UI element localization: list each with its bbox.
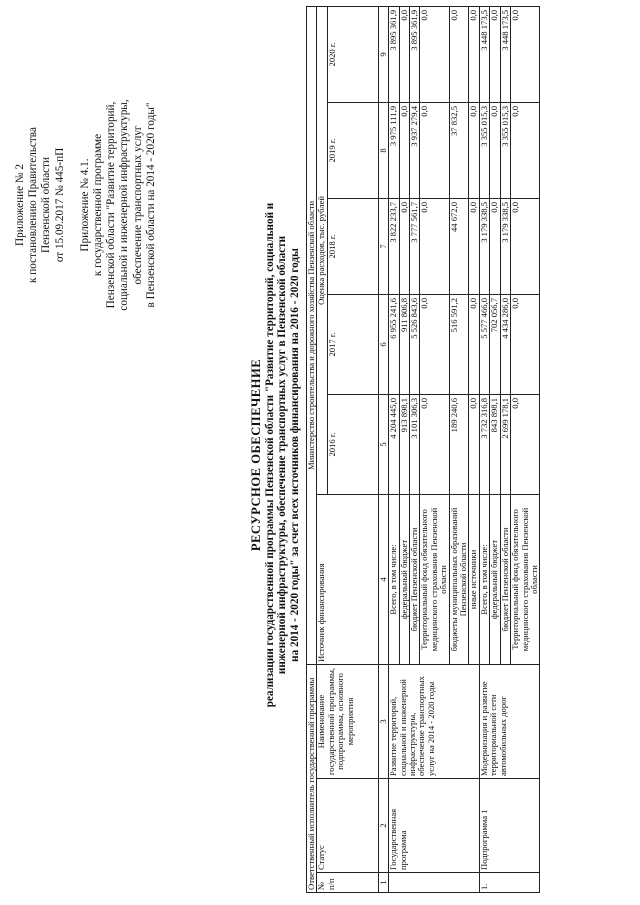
row-value: 0,0	[511, 6, 540, 102]
row-value: 5 526 843,6	[410, 294, 420, 394]
row-value: 3 822 233,7	[389, 198, 399, 294]
row-value: 0,0	[490, 102, 500, 198]
column-index-cell: 5	[378, 394, 388, 494]
row-value: 3 975 111,9	[389, 102, 399, 198]
column-index-row	[378, 6, 388, 892]
header-year: 2017 г.	[327, 294, 378, 394]
document-header	[14, 25, 170, 385]
row-value: 44 672,0	[449, 198, 469, 294]
appendix-line: к постановлению Правительства	[27, 127, 40, 283]
appendix-line: Приложение № 2	[14, 164, 26, 246]
appendix-program-line: обеспечение транспортных услуг	[131, 125, 144, 285]
row-value: 0,0	[469, 294, 479, 394]
header-year: 2020 г.	[327, 6, 378, 102]
row-value: 5 577 466,0	[479, 294, 489, 394]
row-value: 0,0	[420, 294, 449, 394]
appendix-program-line: социальной и инженерной инфраструктуры,	[118, 99, 131, 311]
row-value: 3 777 561,7	[410, 198, 420, 294]
row-value: 37 832,5	[449, 102, 469, 198]
row-value: 0,0	[511, 102, 540, 198]
column-index-cell: 1	[378, 873, 388, 893]
row-number: 1.	[479, 873, 539, 893]
title-line: инженерной инфраструктуры, обеспечение транспортных услуг в Пензенской области	[276, 235, 289, 675]
row-value: 516 591,2	[449, 294, 469, 394]
row-value: 843 898,1	[490, 394, 500, 494]
row-value: 189 240,6	[449, 394, 469, 494]
column-index-cell: 4	[378, 494, 388, 664]
row-value: 3 732 316,8	[479, 394, 489, 494]
row-value: 6 955 241,6	[389, 294, 399, 394]
header-estimate: Оценка расходов, тыс. рублей	[317, 6, 327, 494]
row-value: 3 448 173,5	[479, 6, 489, 102]
row-value: 3 179 338,5	[500, 198, 510, 294]
row-value: 0,0	[420, 6, 449, 102]
row-value: 3 355 015,3	[479, 102, 489, 198]
row-value: 3 895 361,9	[389, 6, 399, 102]
header-name: Наименование государственной программы, подпрограммы, основного мероприятия	[317, 664, 378, 778]
appendix-program-line: Приложение № 4.1.	[78, 158, 91, 252]
appendix-block	[14, 25, 67, 385]
row-value: 0,0	[399, 102, 409, 198]
row-name: Развитие территорий, социальной и инженерной инфраструктуры, обеспечение транспортных услуг на 2014 - 2020 годы	[389, 664, 480, 778]
row-source: бюджет Пензенской области	[500, 494, 510, 664]
row-value: 0,0	[511, 394, 540, 494]
row-value: 2 699 178,1	[500, 394, 510, 494]
row-source: бюджет Пензенской области	[410, 494, 420, 664]
row-value: 0,0	[490, 198, 500, 294]
column-index-cell: 6	[378, 294, 388, 394]
row-value: 3 895 361,9	[410, 6, 420, 102]
row-value: 3 179 338,5	[479, 198, 489, 294]
title-heading: РЕСУРСНОЕ ОБЕСПЕЧЕНИЕ	[249, 358, 263, 552]
row-value: 702 056,7	[490, 294, 500, 394]
row-value: 0,0	[490, 6, 500, 102]
row-source: бюджеты муниципальных образований Пензенской области	[449, 494, 469, 664]
row-value: 3 355 015,3	[500, 102, 510, 198]
appendix-program-line: к государственной программе	[92, 133, 105, 277]
row-value: 3 101 306,3	[410, 394, 420, 494]
header-num: № п/п	[317, 873, 378, 893]
row-source: федеральный бюджет	[490, 494, 500, 664]
column-index-cell: 9	[378, 6, 388, 102]
row-value: 3 937 279,4	[410, 102, 420, 198]
appendix-program-line: в Пензенской области на 2014 - 2020 годы"	[144, 102, 157, 308]
row-source: Всего, в том числе:	[389, 494, 399, 664]
row-status: Государственная программа	[389, 779, 480, 873]
row-value: 0,0	[399, 198, 409, 294]
row-number	[389, 873, 480, 893]
header-year: 2019 г.	[327, 102, 378, 198]
row-value: 0,0	[469, 6, 479, 102]
row-source: Территориальный фонд обязательного медицинского страхования Пензенской области	[420, 494, 449, 664]
appendix-program-block	[79, 25, 158, 385]
row-value: 913 898,1	[399, 394, 409, 494]
responsible-value: Министерство строительства и дорожного хозяйства Пензенской области	[307, 6, 317, 664]
row-value: 0,0	[420, 394, 449, 494]
row-value: 4 204 445,0	[389, 394, 399, 494]
row-source: Всего, в том числе:	[479, 494, 489, 664]
column-index-cell: 8	[378, 102, 388, 198]
table-row	[389, 6, 399, 892]
row-source: иные источники	[469, 494, 479, 664]
row-value: 0,0	[420, 198, 449, 294]
row-value: 0,0	[469, 198, 479, 294]
header-status: Статус	[317, 779, 378, 873]
column-index-cell: 2	[378, 779, 388, 873]
header-source: Источник финансирования	[317, 494, 378, 664]
responsible-label: Ответственный исполнитель государственной программы	[307, 664, 317, 892]
row-value: 0,0	[449, 6, 469, 102]
header-year: 2018 г.	[327, 198, 378, 294]
row-value: 0,0	[511, 294, 540, 394]
row-value: 0,0	[469, 394, 479, 494]
row-value: 911 806,8	[399, 294, 409, 394]
column-index-cell: 7	[378, 198, 388, 294]
table-body	[389, 6, 540, 892]
row-status: Подпрограмма 1	[479, 779, 539, 873]
resource-table	[306, 6, 540, 893]
row-source: федеральный бюджет	[399, 494, 409, 664]
appendix-line: Пензенской области	[40, 157, 53, 254]
document-title	[250, 65, 301, 845]
title-line: реализации государственной программы Пензенской области "Развитие территорий, социальной и	[263, 202, 276, 708]
row-value: 0,0	[511, 198, 540, 294]
table-row	[479, 6, 489, 892]
column-index-cell: 3	[378, 664, 388, 778]
row-value: 4 434 286,0	[500, 294, 510, 394]
row-source: Территориальный фонд обязательного медицинского страхования Пензенской области	[511, 494, 540, 664]
row-name: Модернизация и развитие территориальной сети автомобильных дорог	[479, 664, 539, 778]
title-line: на 2014 - 2020 годы" за счет всех источников финансирования на 2016 - 2020 годы	[288, 248, 301, 662]
row-value: 0,0	[420, 102, 449, 198]
row-value: 0,0	[469, 102, 479, 198]
header-year: 2016 г.	[327, 394, 378, 494]
appendix-program-line: Пензенской области "Развитие территорий,	[105, 101, 118, 309]
appendix-line: от 15.09.2017 № 445-пП	[53, 147, 66, 263]
row-value: 0,0	[399, 6, 409, 102]
row-value: 3 448 173,5	[500, 6, 510, 102]
